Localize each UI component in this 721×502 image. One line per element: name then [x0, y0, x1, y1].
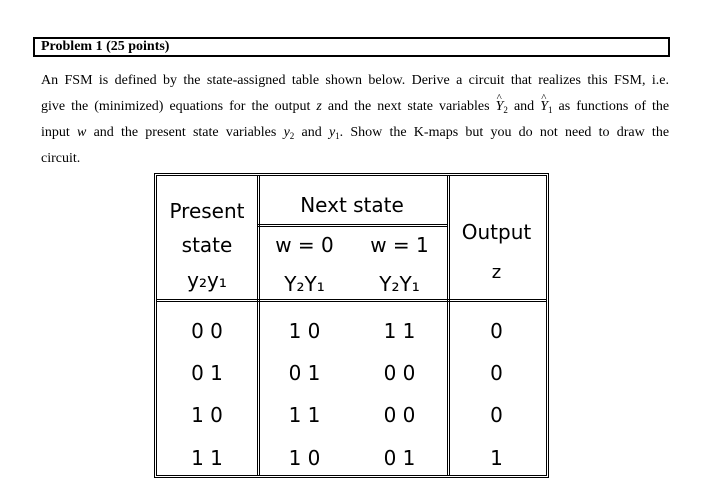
- statement-text: as functions of the: [558, 99, 670, 114]
- state-assigned-table: [154, 173, 549, 478]
- present-state-cell: 1 1: [191, 446, 223, 470]
- var-w: w: [77, 125, 87, 140]
- next-state-w0-cell: 0 1: [288, 361, 321, 385]
- output-label: Output: [461, 220, 532, 244]
- next-state-vars-w1: Y₂Y₁: [379, 272, 420, 296]
- next-state-w0-cell: 1 0: [288, 446, 321, 470]
- statement-line-4: circuit.: [41, 151, 81, 166]
- statement-text: and: [513, 99, 535, 114]
- divider: [257, 224, 447, 227]
- var-y2: $y_2$: [283, 125, 295, 141]
- next-state-label: Next state: [300, 193, 404, 217]
- problem-statement: [41, 68, 669, 172]
- statement-text: and: [301, 125, 322, 140]
- next-state-w0-cell: 1 0: [288, 319, 321, 343]
- w0-column-label: w = 0: [275, 233, 334, 257]
- next-state-w0-cell: 1 1: [288, 403, 321, 427]
- present-state-vars: y₂y₁: [187, 268, 227, 292]
- statement-text: and the present state variables: [93, 125, 277, 140]
- divider: [157, 299, 546, 302]
- present-state-cell: 0 1: [191, 361, 223, 385]
- problem-title: Problem 1 (25 points): [33, 37, 670, 57]
- var-Y1-hat: ^ $Y_1$: [540, 94, 552, 123]
- statement-line-2: [41, 94, 669, 120]
- next-state-w1-cell: 0 0: [383, 361, 416, 385]
- next-state-w1-cell: 0 1: [383, 446, 416, 470]
- next-state-w1-cell: 0 0: [383, 403, 416, 427]
- statement-text: . Show the K-maps but you do not need to draw the: [339, 125, 670, 140]
- output-cell: 0: [490, 361, 503, 385]
- present-state-cell: 0 0: [191, 319, 223, 343]
- statement-text: input: [41, 125, 70, 140]
- statement-text: give the (minimized) equations for the output: [41, 99, 311, 114]
- next-state-w1-cell: 1 1: [383, 319, 416, 343]
- present-state-label: state: [181, 233, 233, 257]
- var-y1: $y_1$: [328, 125, 340, 141]
- statement-line-3: [41, 120, 669, 146]
- present-state-cell: 1 0: [191, 403, 223, 427]
- output-cell: 1: [490, 446, 503, 470]
- statement-line-1: An FSM is defined by the state-assigned table shown below. Derive a circuit that realizes this FSM, i.e.: [41, 73, 669, 88]
- w1-column-label: w = 1: [370, 233, 429, 257]
- statement-text: and the next state variables: [327, 99, 490, 114]
- output-var: z: [491, 262, 502, 283]
- output-cell: 0: [490, 319, 503, 343]
- output-cell: 0: [490, 403, 503, 427]
- var-Y2-hat: ^ $Y_2$: [496, 94, 508, 123]
- next-state-vars-w0: Y₂Y₁: [284, 272, 325, 296]
- var-z: z: [316, 99, 322, 114]
- present-state-label: Present: [169, 199, 245, 223]
